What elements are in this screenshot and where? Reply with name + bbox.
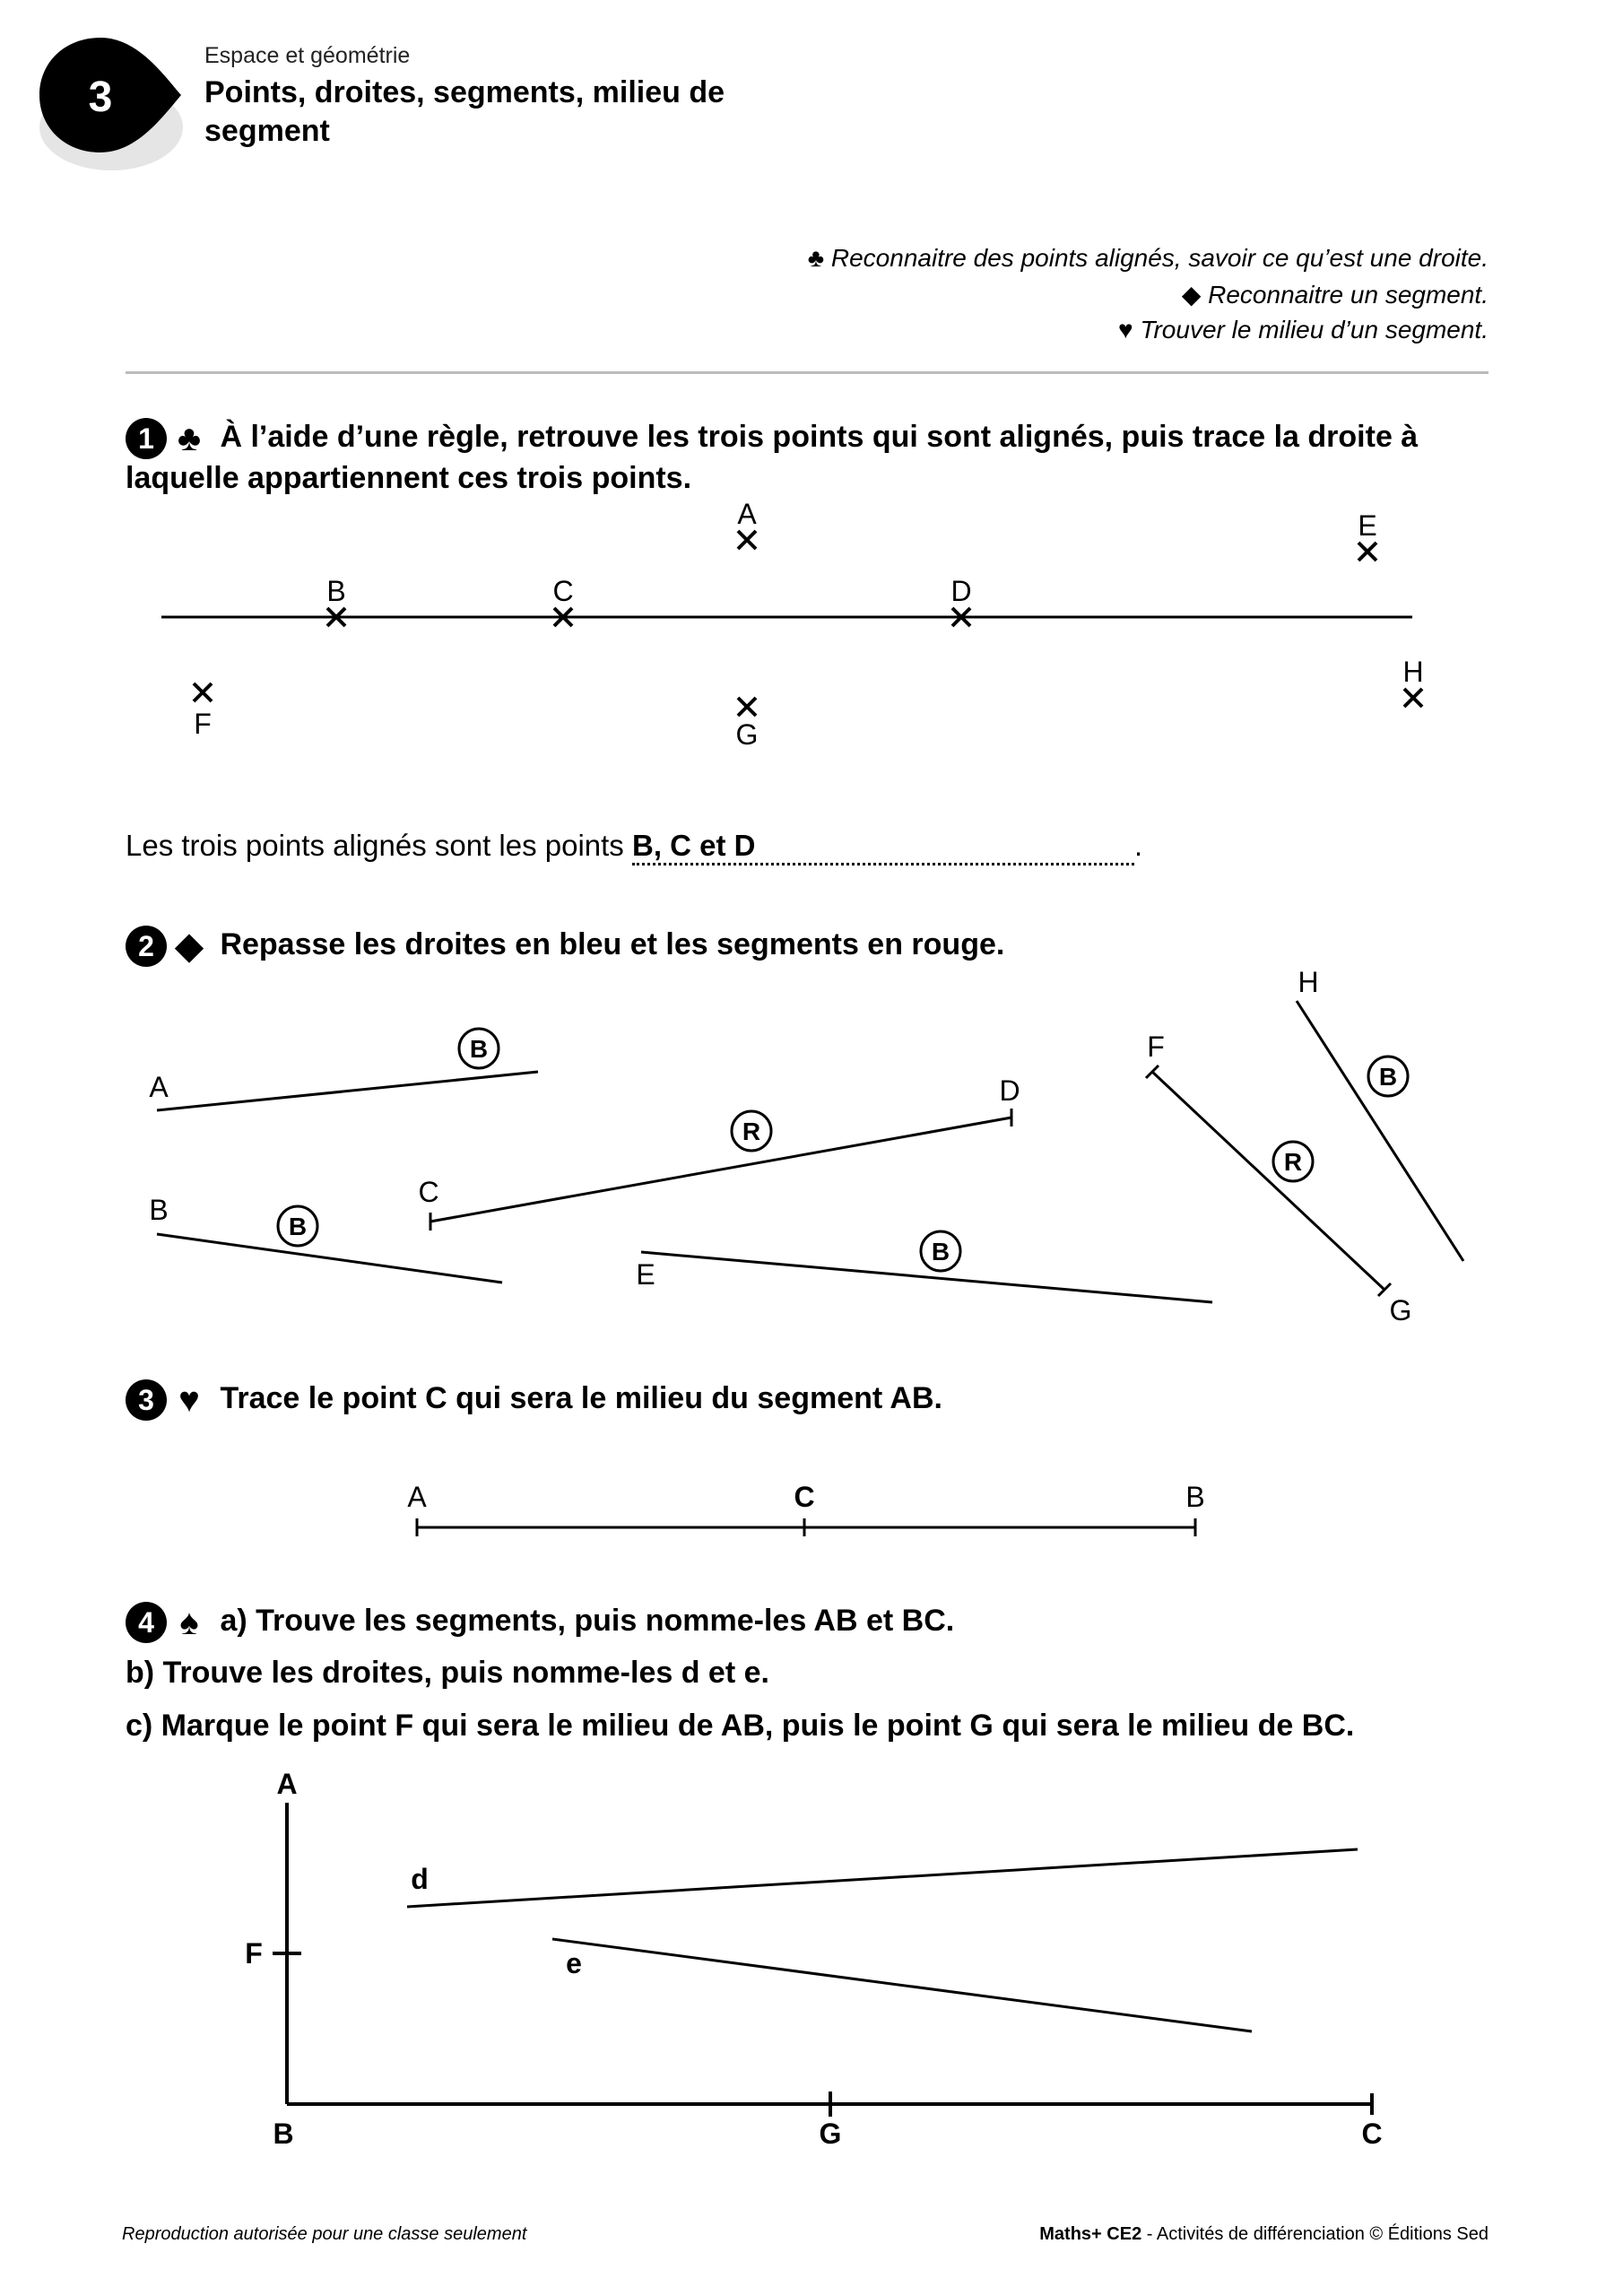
exercise-1-instruction: 1 ♣ À l’aide d’une règle, retrouve les trois points qui sont alignés, puis trace la droite à laquelle appartiennent ces trois points. xyxy=(126,418,1419,496)
instruction-c: c) Marque le point F qui sera le milieu de AB, puis le point G qui sera le milieu de BC. xyxy=(126,1709,1355,1744)
page-title: Points, droites, segments, milieu de segment xyxy=(204,75,725,148)
point-d-label: D xyxy=(950,575,972,607)
point-c-label: C xyxy=(552,575,574,607)
club-icon: ♣ xyxy=(177,418,202,458)
segment-fg xyxy=(1152,1072,1384,1290)
line-a xyxy=(157,1072,538,1110)
label-a: A xyxy=(149,1071,169,1103)
badge-number: 3 xyxy=(88,74,113,121)
chapter-badge xyxy=(38,36,190,170)
exercise-4-figure xyxy=(0,1758,1623,2161)
diamond-icon: ◆ xyxy=(175,926,204,966)
point-e-label: E xyxy=(1358,509,1377,542)
footer-publisher: Maths+ CE2 - Activités de différenciation © Éditions Sed xyxy=(1039,2224,1488,2244)
objective-2: ◆ Reconnaitre un segment. xyxy=(1181,281,1488,309)
objective-1: ♣ Reconnaitre des points alignés, savoir ce qu’est une droite. xyxy=(807,244,1488,272)
exercise-number: 2 xyxy=(126,926,167,967)
line-e xyxy=(552,1939,1252,2031)
label-f: F xyxy=(1147,1031,1165,1063)
exercise-1-figure xyxy=(0,484,1623,771)
label-a: A xyxy=(276,1768,298,1800)
mark-circles xyxy=(278,1029,1408,1271)
label-b: B xyxy=(1185,1481,1205,1513)
club-icon: ♣ xyxy=(807,244,825,272)
point-g-label: G xyxy=(735,718,759,751)
blue-mark: B xyxy=(1378,1063,1398,1091)
exercise-number: 1 xyxy=(126,418,167,459)
exercise-number: 4 xyxy=(126,1602,167,1643)
heart-icon: ♥ xyxy=(178,1379,200,1420)
blue-mark: B xyxy=(288,1213,308,1240)
header-divider xyxy=(126,371,1488,374)
badge-drop-shape xyxy=(38,36,190,170)
heart-icon: ♥ xyxy=(1118,316,1133,344)
label-h: H xyxy=(1298,966,1319,998)
objective-3: ♥ Trouver le milieu d’un segment. xyxy=(1118,316,1488,344)
exercise-1-answer: Les trois points alignés sont les points B, C et D . xyxy=(126,829,1142,865)
point-a-mark xyxy=(738,531,756,549)
line-b xyxy=(157,1234,502,1283)
exercise-number: 3 xyxy=(126,1379,167,1421)
red-mark: R xyxy=(1283,1148,1303,1176)
label-f: F xyxy=(245,1937,263,1970)
exercise-3-figure xyxy=(0,1471,1623,1552)
point-e-mark xyxy=(1358,543,1376,561)
point-a-label: A xyxy=(737,498,757,530)
label-g: G xyxy=(819,2118,842,2150)
footer-copyright-note: Reproduction autorisée pour une classe seulement xyxy=(122,2224,527,2244)
label-b: B xyxy=(149,1194,169,1226)
category-label: Espace et géométrie xyxy=(204,43,411,68)
label-c: C xyxy=(418,1176,439,1208)
spade-icon: ♠ xyxy=(179,1602,199,1642)
red-mark: R xyxy=(742,1118,761,1145)
diamond-icon: ◆ xyxy=(1181,281,1202,309)
exercise-2-figure xyxy=(0,960,1623,1345)
point-h-mark xyxy=(1404,689,1422,707)
label-g: G xyxy=(1389,1294,1412,1326)
segment-cd xyxy=(430,1118,1011,1222)
label-e: e xyxy=(566,1947,582,1979)
cross-marks xyxy=(194,531,1422,716)
exercise-3-instruction: 3 ♥ Trace le point C qui sera le milieu du segment AB. xyxy=(126,1379,1426,1421)
exercise-2-instruction: 2 ◆ Repasse les droites en bleu et les segments en rouge. xyxy=(126,926,1426,967)
point-b-label: B xyxy=(326,575,346,607)
label-b: B xyxy=(273,2118,294,2150)
point-f-mark xyxy=(194,683,212,701)
label-e: E xyxy=(636,1258,655,1291)
point-g-mark xyxy=(738,698,756,716)
label-c: C xyxy=(1361,2118,1383,2150)
answer-field[interactable]: B, C et D xyxy=(632,829,1134,865)
blue-mark: B xyxy=(469,1035,489,1063)
label-d: d xyxy=(411,1863,429,1895)
instruction-b: b) Trouve les droites, puis nomme-les d et e. xyxy=(126,1656,769,1691)
exercise-4-instruction: 4 ♠ a) Trouve les segments, puis nomme-les AB et BC. b) Trouve les droites, puis nomme-les d et e. c) Marque le point F qui sera le milieu de AB, puis le point G qui sera le milieu de BC. xyxy=(126,1602,1515,1745)
blue-mark: B xyxy=(931,1238,950,1265)
label-d: D xyxy=(999,1074,1020,1107)
line-h xyxy=(1297,1001,1463,1261)
line-d xyxy=(407,1849,1358,1907)
label-c: C xyxy=(794,1481,815,1513)
label-a: A xyxy=(407,1481,427,1513)
point-h-label: H xyxy=(1402,656,1424,688)
point-f-label: F xyxy=(194,708,212,740)
